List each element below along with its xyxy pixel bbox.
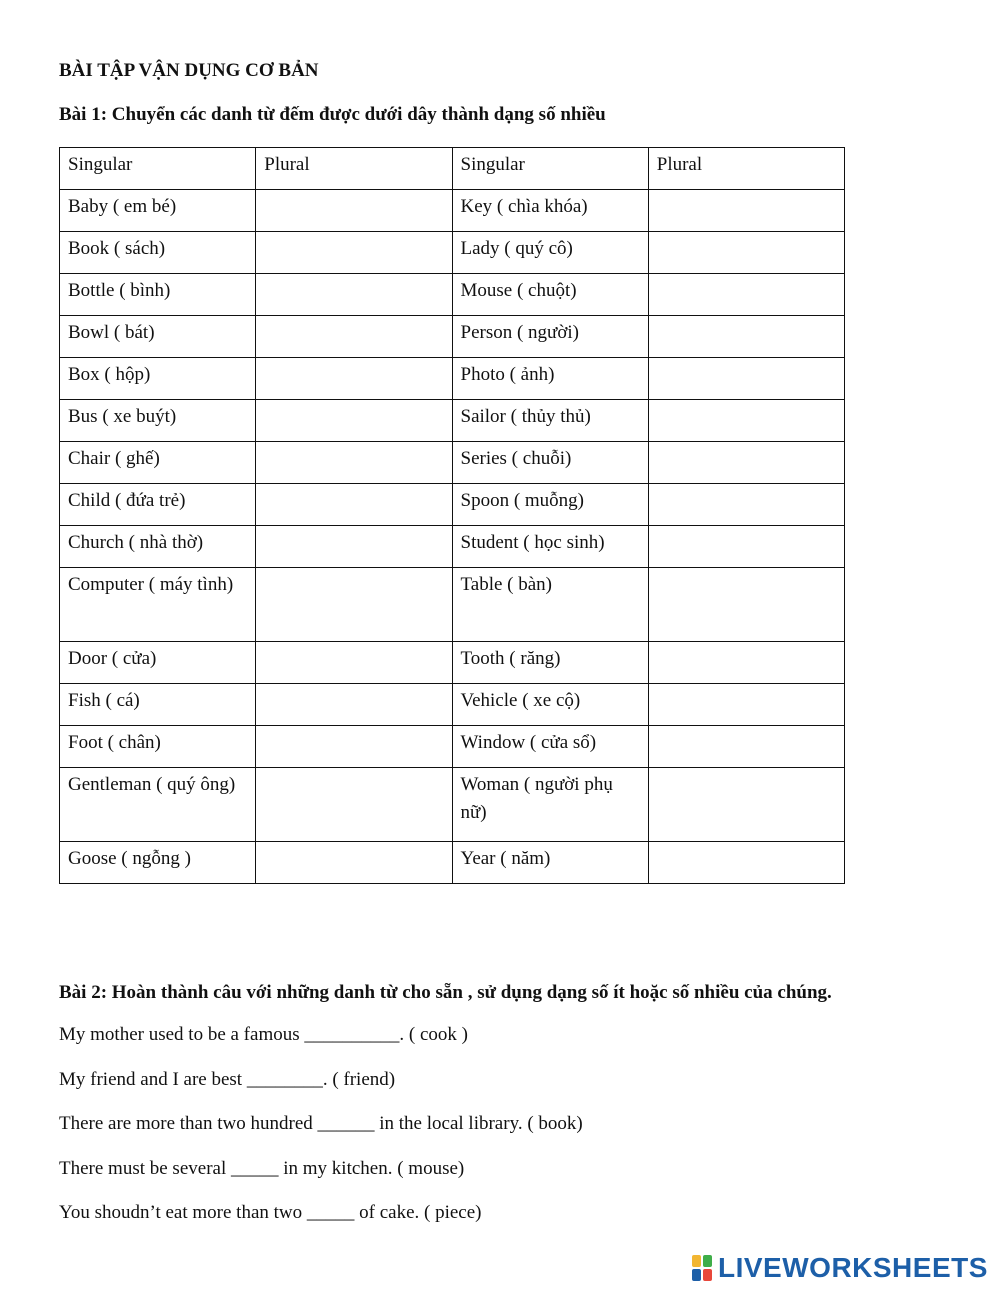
- header-plural-left: Plural: [256, 148, 452, 190]
- table-row: [60, 190, 845, 232]
- singular-cell: Series ( chuỗi): [452, 442, 648, 484]
- singular-cell: Person ( người): [452, 316, 648, 358]
- sentence-item: My mother used to be a famous __________. ( cook ): [59, 1024, 468, 1045]
- singular-cell: Student ( học sinh): [452, 526, 648, 568]
- plural-answer-cell[interactable]: [648, 526, 844, 568]
- plural-answer-cell[interactable]: [256, 768, 452, 842]
- header-plural-right: Plural: [648, 148, 844, 190]
- exercise-2-title: Bài 2: Hoàn thành câu với những danh từ cho sẵn , sử dụng dạng số ít hoặc số nhiều của chúng.: [59, 982, 832, 1003]
- plural-answer-cell[interactable]: [648, 232, 844, 274]
- header-singular-left: Singular: [60, 148, 256, 190]
- page-title: BÀI TẬP VẬN DỤNG CƠ BẢN: [59, 60, 319, 81]
- plural-answer-cell[interactable]: [648, 484, 844, 526]
- plural-answer-cell[interactable]: [648, 316, 844, 358]
- table-row: [60, 642, 845, 684]
- plural-answer-cell[interactable]: [256, 726, 452, 768]
- singular-cell: Key ( chìa khóa): [452, 190, 648, 232]
- plural-answer-cell[interactable]: [256, 190, 452, 232]
- exercise-1-title: Bài 1: Chuyển các danh từ đếm được dưới dây thành dạng số nhiều: [59, 104, 606, 125]
- table-row: [60, 316, 845, 358]
- table-row: [60, 484, 845, 526]
- table-header-row: [60, 148, 845, 190]
- plural-answer-cell[interactable]: [256, 568, 452, 642]
- singular-cell: Baby ( em bé): [60, 190, 256, 232]
- singular-cell: Fish ( cá): [60, 684, 256, 726]
- brand-footer: [692, 1252, 988, 1284]
- singular-cell: Window ( cửa sổ): [452, 726, 648, 768]
- singular-cell: Vehicle ( xe cộ): [452, 684, 648, 726]
- sentence-item: There are more than two hundred ______ in the local library. ( book): [59, 1113, 583, 1134]
- header-singular-right: Singular: [452, 148, 648, 190]
- singular-cell: Goose ( ngỗng ): [60, 842, 256, 884]
- brand-name: LIVEWORKSHEETS: [718, 1252, 988, 1283]
- table-row: [60, 232, 845, 274]
- sentence-item: My friend and I are best ________. ( friend): [59, 1069, 396, 1090]
- plural-answer-cell[interactable]: [648, 442, 844, 484]
- plural-answer-cell[interactable]: [648, 400, 844, 442]
- table-row: [60, 442, 845, 484]
- plural-answer-cell[interactable]: [256, 316, 452, 358]
- table-row: [60, 358, 845, 400]
- sentence-item: You shoudn’t eat more than two _____ of cake. ( piece): [59, 1202, 482, 1223]
- singular-cell: Tooth ( răng): [452, 642, 648, 684]
- singular-cell: Child ( đứa trẻ): [60, 484, 256, 526]
- plural-answer-cell[interactable]: [648, 358, 844, 400]
- plural-answer-cell[interactable]: [648, 274, 844, 316]
- singular-cell: Spoon ( muỗng): [452, 484, 648, 526]
- plural-answer-cell[interactable]: [256, 400, 452, 442]
- plural-answer-cell[interactable]: [648, 568, 844, 642]
- singular-cell: Book ( sách): [60, 232, 256, 274]
- table-row: [60, 526, 845, 568]
- plural-answer-cell[interactable]: [256, 358, 452, 400]
- table-row: [60, 568, 845, 642]
- singular-cell: Computer ( máy tình): [60, 568, 256, 642]
- plural-answer-cell[interactable]: [256, 232, 452, 274]
- singular-cell: Lady ( quý cô): [452, 232, 648, 274]
- table-row: [60, 274, 845, 316]
- singular-plural-table: [59, 147, 845, 884]
- plural-answer-cell[interactable]: [256, 274, 452, 316]
- singular-cell: Chair ( ghế): [60, 442, 256, 484]
- plural-answer-cell[interactable]: [648, 842, 844, 884]
- singular-cell: Bowl ( bát): [60, 316, 256, 358]
- sentence-item: There must be several _____ in my kitchen. ( mouse): [59, 1158, 465, 1179]
- singular-cell: Mouse ( chuột): [452, 274, 648, 316]
- singular-cell: Table ( bàn): [452, 568, 648, 642]
- singular-cell: Door ( cửa): [60, 642, 256, 684]
- plural-answer-cell[interactable]: [256, 684, 452, 726]
- liveworksheets-logo-icon: [692, 1254, 714, 1282]
- plural-answer-cell[interactable]: [256, 526, 452, 568]
- singular-cell: Church ( nhà thờ): [60, 526, 256, 568]
- plural-answer-cell[interactable]: [648, 684, 844, 726]
- singular-cell: Year ( năm): [452, 842, 648, 884]
- singular-cell: Box ( hộp): [60, 358, 256, 400]
- singular-cell: Gentleman ( quý ông): [60, 768, 256, 842]
- table-row: [60, 768, 845, 842]
- plural-answer-cell[interactable]: [256, 642, 452, 684]
- plural-answer-cell[interactable]: [648, 642, 844, 684]
- singular-cell: Bus ( xe buýt): [60, 400, 256, 442]
- plural-answer-cell[interactable]: [648, 768, 844, 842]
- table-row: [60, 726, 845, 768]
- singular-cell: Woman ( người phụ nữ): [452, 768, 648, 842]
- plural-answer-cell[interactable]: [256, 484, 452, 526]
- plural-answer-cell[interactable]: [256, 442, 452, 484]
- plural-answer-cell[interactable]: [256, 842, 452, 884]
- singular-cell: Bottle ( bình): [60, 274, 256, 316]
- singular-cell: Sailor ( thủy thủ): [452, 400, 648, 442]
- table-row: [60, 400, 845, 442]
- plural-answer-cell[interactable]: [648, 726, 844, 768]
- singular-cell: Photo ( ảnh): [452, 358, 648, 400]
- table-row: [60, 842, 845, 884]
- plural-answer-cell[interactable]: [648, 190, 844, 232]
- table-row: [60, 684, 845, 726]
- singular-cell: Foot ( chân): [60, 726, 256, 768]
